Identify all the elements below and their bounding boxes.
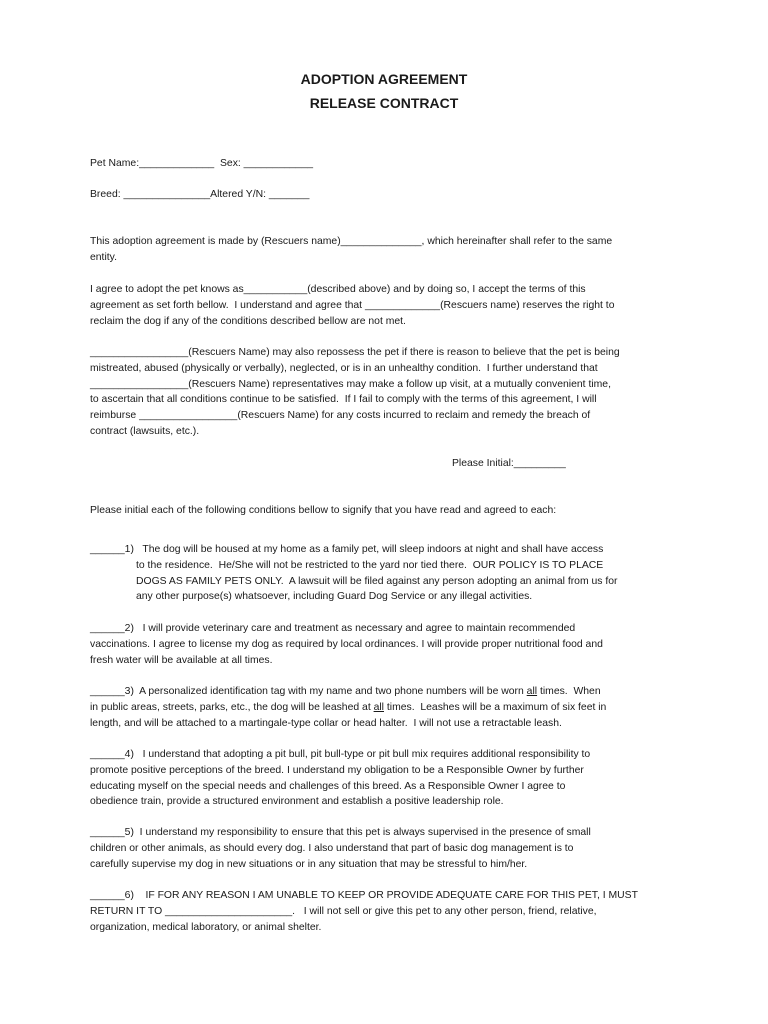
condition-6	[90, 888, 666, 935]
document-subtitle: RELEASE CONTRACT	[309, 95, 459, 111]
text-line: ______1) The dog will be housed at my home as a family pet, will sleep indoors at night and shall have access	[90, 544, 604, 555]
text-line: agreement as set forth bellow. I understand and agree that _____________(Rescuers name) reserves the right to	[90, 299, 615, 311]
text-line: organization, medical laboratory, or animal shelter.	[90, 921, 322, 933]
breed-altered-line: Breed: _______________Altered Y/N: _______	[90, 189, 310, 200]
conditions-intro: Please initial each of the following conditions bellow to signify that you have read and agreed to each:	[90, 505, 557, 516]
document-title: ADOPTION AGREEMENT	[300, 71, 468, 87]
text-line: to ascertain that all conditions continue to be satisfied. If I fail to comply with the terms of this agreement, I will	[90, 394, 597, 406]
text-line: educating myself on the special needs and challenges of this breed. As a Responsible Owner I agree to	[90, 780, 566, 792]
intro-paragraph	[90, 234, 666, 266]
text-line: carefully supervise my dog in new situations or in any situation that may be stressful to him/her.	[90, 858, 528, 870]
text-line: reimburse _________________(Rescuers Name) for any costs incurred to reclaim and remedy the breach of	[90, 410, 591, 422]
text-segment: times. Leashes will be a maximum of six feet in	[384, 701, 607, 713]
text-line: DOGS AS FAMILY PETS ONLY. A lawsuit will be filed against any person adopting an animal from us for	[136, 575, 618, 587]
text-line: This adoption agreement is made by (Rescuers name)______________, which hereinafter shall refer to the same	[90, 236, 613, 247]
text-line: vaccinations. I agree to license my dog as required by local ordinances. I will provide proper nutritional food and	[90, 638, 603, 650]
condition-3	[90, 684, 666, 731]
text-line: ______6) IF FOR ANY REASON I AM UNABLE TO KEEP OR PROVIDE ADEQUATE CARE FOR THIS PET, I MUST	[90, 890, 638, 901]
text-line: ______5) I understand my responsibility to ensure that this pet is always supervised in the presence of small	[90, 827, 591, 838]
pet-name-sex-line: Pet Name:_____________ Sex: ____________	[90, 158, 314, 169]
underlined-word: all	[373, 701, 384, 713]
text-line: length, and will be attached to a martingale-type collar or head halter. I will not use a retractable leash.	[90, 717, 562, 729]
text-line: obedience train, provide a structured environment and establish a positive leadership role.	[90, 796, 504, 808]
condition-2	[90, 621, 666, 668]
text-line: to the residence. He/She will not be restricted to the yard nor tied there. OUR POLICY IS TO PLACE	[136, 559, 604, 571]
text-line: reclaim the dog if any of the conditions described bellow are not met.	[90, 315, 406, 327]
text-line: entity.	[90, 251, 117, 263]
text-line: _________________(Rescuers Name) may also repossess the pet if there is reason to believe that the pet is being	[90, 347, 620, 358]
text-segment: in public areas, streets, parks, etc., the dog will be leashed at	[90, 701, 374, 713]
please-initial-line: Please Initial:_________	[452, 458, 566, 469]
text-line: mistreated, abused (physically or verbally), neglected, or is in an unhealthy condition. I further understand that	[90, 362, 598, 374]
text-line	[90, 700, 666, 716]
text-line: fresh water will be available at all times.	[90, 654, 273, 666]
condition-5	[90, 825, 666, 872]
text-line: ______2) I will provide veterinary care and treatment as necessary and agree to maintain recommended	[90, 623, 576, 634]
text-segment: times. When	[537, 686, 601, 697]
text-line: promote positive perceptions of the breed. I understand my obligation to be a Responsible Owner by further	[90, 764, 584, 776]
condition-4	[90, 747, 666, 810]
text-line: children or other animals, as should every dog. I also understand that part of basic dog management is to	[90, 842, 574, 854]
text-line: contract (lawsuits, etc.).	[90, 425, 200, 437]
text-line: RETURN IT TO ______________________. I will not sell or give this pet to any other person, friend, relative,	[90, 905, 597, 917]
repossess-paragraph	[90, 345, 666, 440]
text-line: _________________(Rescuers Name) representatives may make a follow up visit, at a mutually convenient time,	[90, 378, 611, 390]
underlined-word: all	[526, 686, 538, 697]
text-line: ______4) I understand that adopting a pit bull, pit bull-type or pit bull mix requires additional responsibility to	[90, 749, 591, 760]
condition-1	[90, 542, 666, 605]
text-segment: ______3) A personalized identification tag with my name and two phone numbers will be worn	[90, 686, 527, 697]
text-line: I agree to adopt the pet knows as___________(described above) and by doing so, I accept the terms of this	[90, 284, 586, 295]
text-line	[90, 684, 666, 700]
text-line: any other purpose(s) whatsoever, including Guard Dog Service or any illegal activities.	[136, 591, 533, 603]
agreement-paragraph	[90, 282, 666, 329]
